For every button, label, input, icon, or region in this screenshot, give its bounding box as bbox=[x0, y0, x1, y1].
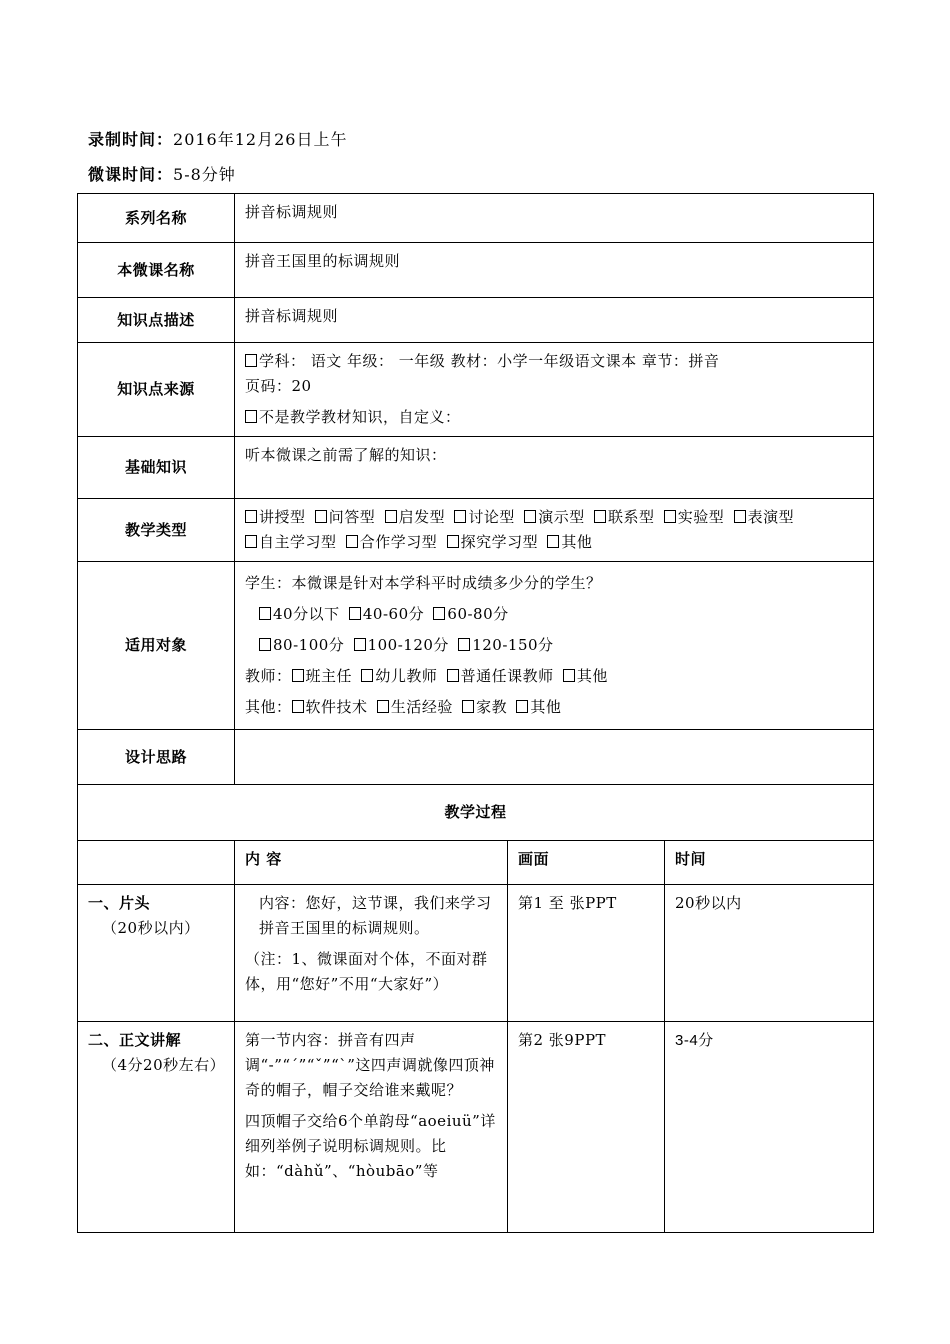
option-label: 100-120分 bbox=[367, 636, 449, 654]
type-options bbox=[235, 499, 874, 562]
option-label: 普通任课教师 bbox=[460, 667, 554, 685]
process-header-stage bbox=[78, 841, 235, 885]
checkbox[interactable] bbox=[594, 510, 606, 523]
checkbox[interactable] bbox=[245, 535, 257, 548]
record-time-value: 2016年12月26日上午 bbox=[173, 130, 348, 149]
type-label: 教学类型 bbox=[78, 499, 235, 562]
option-label: 自主学习型 bbox=[259, 533, 337, 551]
audience-question: 学生：本微课是针对本学科平时成绩多少分的学生？ bbox=[245, 574, 602, 592]
row-type bbox=[78, 499, 874, 562]
process-stage-cell bbox=[78, 885, 235, 1022]
series-value: 拼音标调规则 bbox=[235, 194, 874, 243]
option-label: 班主任 bbox=[305, 667, 353, 685]
option-label: 其他 bbox=[561, 533, 593, 551]
teacher-option[interactable] bbox=[447, 667, 554, 685]
process-screen-cell: 第2 张9PPT bbox=[508, 1022, 665, 1233]
option-label: 其他 bbox=[576, 667, 608, 685]
checkbox[interactable] bbox=[292, 669, 304, 682]
checkbox[interactable] bbox=[458, 638, 470, 651]
row-audience bbox=[78, 562, 874, 730]
option-label: 其他 bbox=[530, 698, 562, 716]
checkbox[interactable] bbox=[516, 700, 528, 713]
process-header-screen: 画面 bbox=[508, 841, 665, 885]
checkbox[interactable] bbox=[354, 638, 366, 651]
row-knowledge-desc bbox=[78, 298, 874, 343]
checkbox[interactable] bbox=[734, 510, 746, 523]
checkbox[interactable] bbox=[377, 700, 389, 713]
checkbox[interactable] bbox=[447, 669, 459, 682]
audience-cell bbox=[235, 562, 874, 730]
row-series bbox=[78, 194, 874, 243]
option-label: 实验型 bbox=[677, 508, 725, 526]
process-stage-cell bbox=[78, 1022, 235, 1233]
option-label: 问答型 bbox=[328, 508, 376, 526]
process-header-time: 时间 bbox=[665, 841, 874, 885]
stage-note: （4分20秒左右） bbox=[102, 1056, 226, 1074]
source-line3: 不是教学教材知识，自定义： bbox=[259, 408, 461, 426]
type-option[interactable] bbox=[245, 533, 337, 551]
type-option[interactable] bbox=[664, 508, 725, 526]
duration-value: 5-8分钟 bbox=[173, 165, 236, 184]
duration-line bbox=[88, 162, 236, 185]
teacher-option[interactable] bbox=[563, 667, 608, 685]
checkbox[interactable] bbox=[385, 510, 397, 523]
type-option[interactable] bbox=[547, 533, 592, 551]
checkbox[interactable] bbox=[447, 535, 459, 548]
option-label: 讲授型 bbox=[259, 508, 306, 526]
design-label: 设计思路 bbox=[78, 730, 235, 785]
type-option[interactable] bbox=[315, 508, 376, 526]
row-course-name bbox=[78, 243, 874, 298]
stage-title: 一、片头 bbox=[88, 894, 151, 912]
knowledge-desc-value: 拼音标调规则 bbox=[235, 298, 874, 343]
other-option[interactable] bbox=[516, 698, 561, 716]
other-option[interactable] bbox=[377, 698, 453, 716]
checkbox[interactable] bbox=[245, 510, 257, 523]
process-time-cell: 3-4分 bbox=[665, 1022, 874, 1233]
type-option[interactable] bbox=[385, 508, 446, 526]
source-cell bbox=[235, 343, 874, 437]
design-value bbox=[235, 730, 874, 785]
checkbox[interactable] bbox=[433, 607, 445, 620]
series-label: 系列名称 bbox=[78, 194, 235, 243]
other-option[interactable] bbox=[292, 698, 368, 716]
checkbox[interactable] bbox=[454, 510, 466, 523]
type-option[interactable] bbox=[447, 533, 539, 551]
checkbox[interactable] bbox=[524, 510, 536, 523]
option-label: 表演型 bbox=[747, 508, 795, 526]
option-label: 60-80分 bbox=[447, 605, 509, 623]
row-design bbox=[78, 730, 874, 785]
option-label: 联系型 bbox=[607, 508, 655, 526]
process-title: 教学过程 bbox=[78, 785, 874, 841]
checkbox[interactable] bbox=[361, 669, 373, 682]
checkbox[interactable] bbox=[547, 535, 559, 548]
content-note: 四顶帽子交给6个单韵母“aoeiuü”详细列举例子说明标调规则。比如：“dàhǔ”、“hòubāo”等 bbox=[245, 1112, 496, 1180]
option-label: 生活经验 bbox=[390, 698, 453, 716]
type-option[interactable] bbox=[524, 508, 585, 526]
option-label: 120-150分 bbox=[472, 636, 554, 654]
option-label: 幼儿教师 bbox=[375, 667, 438, 685]
score-option[interactable] bbox=[458, 636, 553, 654]
type-option[interactable] bbox=[454, 508, 515, 526]
option-label: 家教 bbox=[476, 698, 508, 716]
duration-label: 微课时间： bbox=[88, 165, 174, 184]
option-label: 合作学习型 bbox=[359, 533, 438, 551]
option-label: 讨论型 bbox=[468, 508, 515, 526]
option-label: 演示型 bbox=[538, 508, 585, 526]
basic-label: 基础知识 bbox=[78, 437, 235, 499]
process-row bbox=[78, 1022, 874, 1233]
knowledge-desc-label: 知识点描述 bbox=[78, 298, 235, 343]
row-basic bbox=[78, 437, 874, 499]
process-row bbox=[78, 885, 874, 1022]
course-name-label: 本微课名称 bbox=[78, 243, 235, 298]
course-form-table bbox=[77, 193, 874, 1233]
score-option[interactable] bbox=[259, 636, 344, 654]
teacher-option[interactable] bbox=[361, 667, 437, 685]
checkbox[interactable] bbox=[349, 607, 361, 620]
checkbox[interactable] bbox=[664, 510, 676, 523]
process-header-content: 内 容 bbox=[235, 841, 508, 885]
record-time-line bbox=[88, 127, 347, 150]
source-label: 知识点来源 bbox=[78, 343, 235, 437]
score-option[interactable] bbox=[349, 605, 424, 623]
option-label: 80-100分 bbox=[273, 636, 345, 654]
type-option[interactable] bbox=[346, 533, 438, 551]
checkbox[interactable] bbox=[462, 700, 474, 713]
checkbox[interactable] bbox=[563, 669, 575, 682]
checkbox[interactable] bbox=[259, 607, 271, 620]
checkbox[interactable] bbox=[315, 510, 327, 523]
option-label: 探究学习型 bbox=[460, 533, 539, 551]
row-source bbox=[78, 343, 874, 437]
process-screen-cell: 第1 至 张PPT bbox=[508, 885, 665, 1022]
record-time-label: 录制时间： bbox=[88, 130, 174, 149]
option-label: 软件技术 bbox=[305, 698, 368, 716]
checkbox[interactable] bbox=[292, 700, 304, 713]
source-line1: 学科： 语文 年级： 一年级 教材：小学一年级语文课本 章节：拼音 bbox=[259, 352, 720, 370]
score-option[interactable] bbox=[259, 605, 340, 623]
source-line2: 页码：20 bbox=[245, 377, 312, 395]
content-text: 第一节内容：拼音有四声调“-”“ˊ”“ˇ”“ˋ”这四声调就像四顶神奇的帽子，帽子交给谁来戴呢？ bbox=[245, 1031, 495, 1099]
score-option[interactable] bbox=[433, 605, 508, 623]
process-time-cell: 20秒以内 bbox=[665, 885, 874, 1022]
other-option[interactable] bbox=[462, 698, 507, 716]
content-text: 内容：您好，这节课，我们来学习拼音王国里的标调规则。 bbox=[259, 894, 492, 937]
type-option[interactable] bbox=[245, 508, 306, 526]
option-label: 40-60分 bbox=[362, 605, 425, 623]
checkbox[interactable] bbox=[245, 410, 257, 423]
stage-note: （20秒以内） bbox=[102, 919, 200, 937]
course-name-value: 拼音王国里的标调规则 bbox=[235, 243, 874, 298]
checkbox[interactable] bbox=[346, 535, 358, 548]
process-content-cell bbox=[235, 1022, 508, 1233]
type-option[interactable] bbox=[734, 508, 795, 526]
option-label: 40分以下 bbox=[273, 605, 340, 623]
audience-label: 适用对象 bbox=[78, 562, 235, 730]
teacher-label: 教师： bbox=[245, 667, 292, 685]
option-label: 启发型 bbox=[398, 508, 446, 526]
teacher-option[interactable] bbox=[292, 667, 353, 685]
checkbox[interactable] bbox=[259, 638, 271, 651]
score-option[interactable] bbox=[354, 636, 449, 654]
content-note: （注：1、微课面对个体，不面对群体，用“您好”不用“大家好”） bbox=[245, 950, 488, 993]
type-option[interactable] bbox=[594, 508, 655, 526]
checkbox[interactable] bbox=[245, 354, 257, 367]
other-label: 其他： bbox=[245, 698, 292, 716]
row-process-title bbox=[78, 785, 874, 841]
process-content-cell bbox=[235, 885, 508, 1022]
row-process-header bbox=[78, 841, 874, 885]
basic-value: 听本微课之前需了解的知识： bbox=[235, 437, 874, 499]
stage-title: 二、正文讲解 bbox=[88, 1031, 182, 1049]
